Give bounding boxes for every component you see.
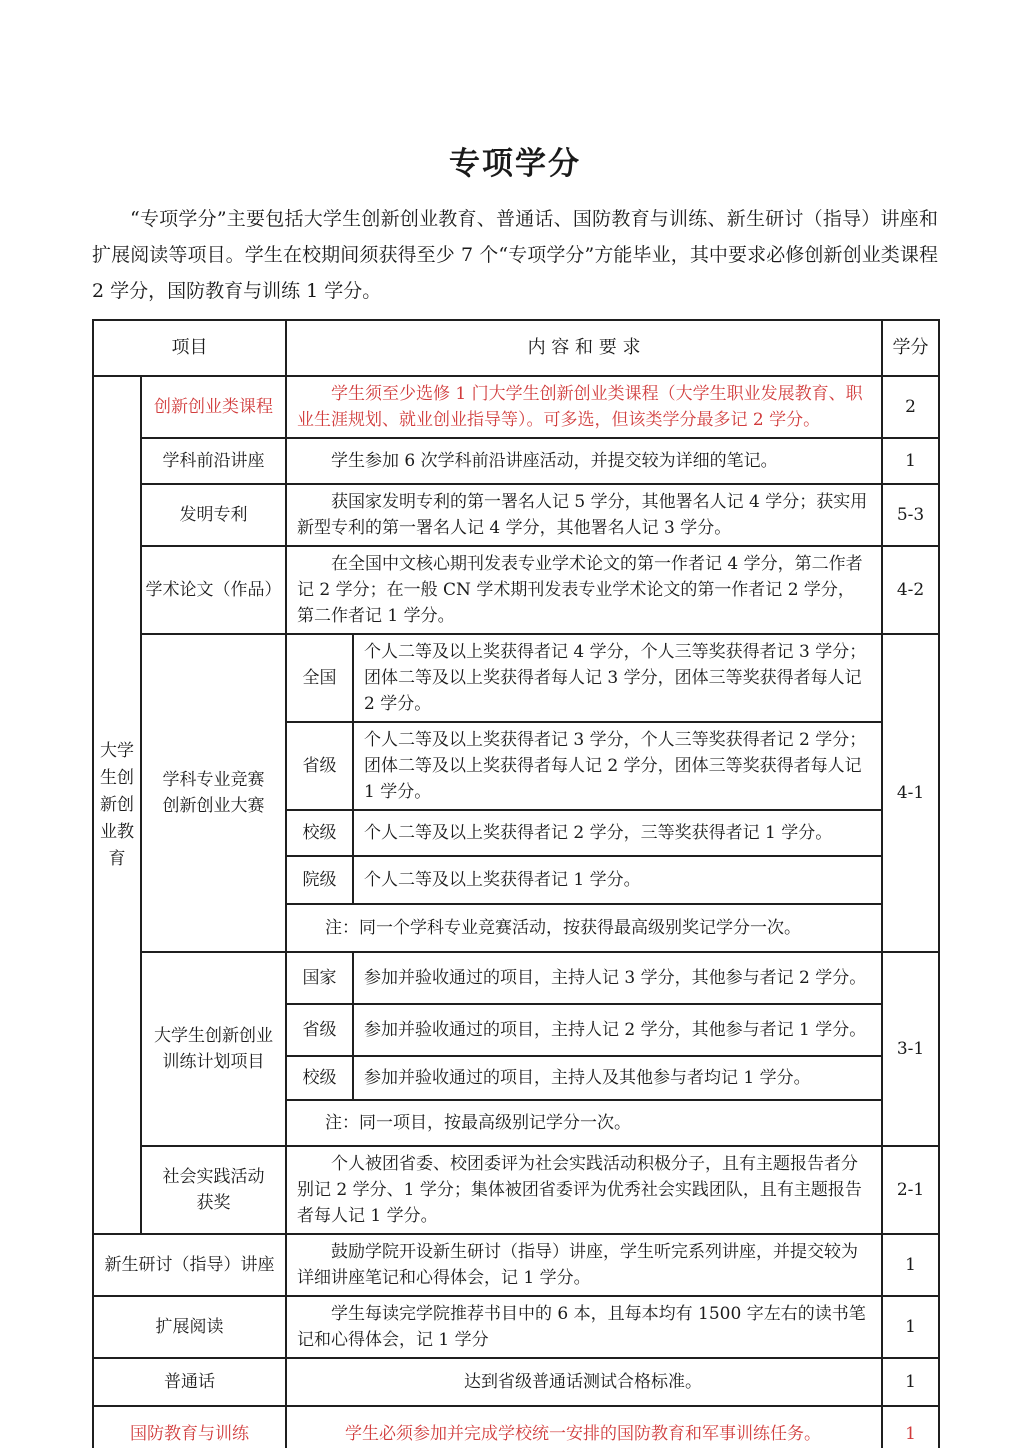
- item-training-line1: 大学生创新创业: [154, 1026, 273, 1046]
- credits-extended-reading: 1: [882, 1296, 939, 1358]
- credits-mandarin: 1: [882, 1358, 939, 1406]
- item-extended-reading: 扩展阅读: [93, 1296, 286, 1358]
- row-extended-reading: [93, 1296, 939, 1358]
- content-competition-province: 个人二等及以上奖获得者记 3 学分，个人三等奖获得者记 2 学分；团体二等及以上奖获得者每人记 2 学分，团体三等奖获得者每人记 1 学分。: [353, 722, 882, 810]
- page-title: 专项学分: [449, 146, 581, 182]
- content-freshman-seminar: 鼓励学院开设新生研讨（指导）讲座，学生听完系列讲座，并提交较为详细讲座笔记和心得体会，记 1 学分。: [286, 1234, 882, 1296]
- content-extended-reading: 学生每读完学院推荐书目中的 6 本，且每本均有 1500 字左右的读书笔记和心得体会，记 1 学分: [286, 1296, 882, 1358]
- header-row: [93, 320, 939, 376]
- header-content: 内 容 和 要 求: [286, 320, 882, 376]
- item-academic-paper: 学术论文（作品）: [141, 546, 286, 634]
- content-mandarin: 达到省级普通话测试合格标准。: [286, 1358, 882, 1406]
- level-competition-college: 院级: [286, 856, 353, 904]
- item-social-practice: [141, 1146, 286, 1234]
- row-innovation-course: [93, 376, 939, 438]
- credits-invention-patent: 5-3: [882, 484, 939, 546]
- level-training-national: 国家: [286, 952, 353, 1004]
- intro-paragraph: “专项学分”主要包括大学生创新创业教育、普通话、国防教育与训练、新生研讨（指导）讲座和扩展阅读等项目。学生在校期间须获得至少 7 个“专项学分”方能毕业，其中要求必修创新创业类课程 2 学分，国防教育与训练 1 学分。: [92, 208, 938, 302]
- content-invention-patent: 获国家发明专利的第一署名人记 5 学分，其他署名人记 4 学分；获实用新型专利的第一署名人记 4 学分，其他署名人记 3 学分。: [286, 484, 882, 546]
- content-training-school: 参加并验收通过的项目，主持人及其他参与者均记 1 学分。: [353, 1056, 882, 1100]
- credits-social-practice: 2-1: [882, 1146, 939, 1234]
- level-training-province: 省级: [286, 1004, 353, 1056]
- credits-frontier-lecture: 1: [882, 438, 939, 484]
- content-frontier-lecture: 学生参加 6 次学科前沿讲座活动，并提交较为详细的笔记。: [286, 438, 882, 484]
- credits-table: [92, 319, 940, 1448]
- row-training-national: [93, 952, 939, 1004]
- header-credits: 学分: [882, 320, 939, 376]
- content-training-national: 参加并验收通过的项目，主持人记 3 学分，其他参与者记 2 学分。: [353, 952, 882, 1004]
- credits-competition: 4-1: [882, 634, 939, 952]
- item-social-practice-line1: 社会实践活动: [162, 1167, 265, 1187]
- item-social-practice-line2: 获奖: [196, 1193, 231, 1213]
- item-competition: [141, 634, 286, 952]
- content-training-province: 参加并验收通过的项目，主持人记 2 学分，其他参与者记 1 学分。: [353, 1004, 882, 1056]
- content-competition-national: 个人二等及以上奖获得者记 4 学分，个人三等奖获得者记 3 学分；团体二等及以上奖获得者每人记 3 学分，团体三等奖获得者每人记 2 学分。: [353, 634, 882, 722]
- item-invention-patent: 发明专利: [141, 484, 286, 546]
- group-label-innovation-education: 大学生创新创业教育: [93, 376, 141, 1234]
- credits-training-program: 3-1: [882, 952, 939, 1146]
- item-training-line2: 训练计划项目: [162, 1052, 265, 1072]
- row-academic-paper: [93, 546, 939, 634]
- note-competition: 注：同一个学科专业竞赛活动，按获得最高级别奖记学分一次。: [286, 904, 882, 952]
- item-mandarin: 普通话: [93, 1358, 286, 1406]
- note-training: 注：同一项目，按最高级别记学分一次。: [286, 1100, 882, 1146]
- item-freshman-seminar: 新生研讨（指导）讲座: [93, 1234, 286, 1296]
- row-freshman-seminar: [93, 1234, 939, 1296]
- credits-academic-paper: 4-2: [882, 546, 939, 634]
- content-competition-school: 个人二等及以上奖获得者记 2 学分，三等奖获得者记 1 学分。: [353, 810, 882, 856]
- item-innovation-course: 创新创业类课程: [141, 376, 286, 438]
- content-social-practice: 个人被团省委、校团委评为社会实践活动积极分子，且有主题报告者分别记 2 学分、1 学分；集体被团省委评为优秀社会实践团队，且有主题报告者每人记 1 学分。: [286, 1146, 882, 1234]
- row-frontier-lecture: [93, 438, 939, 484]
- content-competition-college: 个人二等及以上奖获得者记 1 学分。: [353, 856, 882, 904]
- row-competition-national: [93, 634, 939, 722]
- item-national-defense: 国防教育与训练: [93, 1406, 286, 1448]
- item-frontier-lecture: 学科前沿讲座: [141, 438, 286, 484]
- content-academic-paper: 在全国中文核心期刊发表专业学术论文的第一作者记 4 学分，第二作者记 2 学分；在一般 CN 学术期刊发表专业学术论文的第一作者记 2 学分，第二作者记 1 学分。: [286, 546, 882, 634]
- row-mandarin: [93, 1358, 939, 1406]
- row-social-practice: [93, 1146, 939, 1234]
- credits-national-defense: 1: [882, 1406, 939, 1448]
- level-competition-school: 校级: [286, 810, 353, 856]
- content-innovation-course: 学生须至少选修 1 门大学生创新创业类课程（大学生职业发展教育、职业生涯规划、就业创业指导等）。可多选，但该类学分最多记 2 学分。: [286, 376, 882, 438]
- row-national-defense: [93, 1406, 939, 1448]
- row-invention-patent: [93, 484, 939, 546]
- level-competition-province: 省级: [286, 722, 353, 810]
- content-national-defense: 学生必须参加并完成学校统一安排的国防教育和军事训练任务。: [286, 1406, 882, 1448]
- item-training-program: [141, 952, 286, 1146]
- credits-innovation-course: 2: [882, 376, 939, 438]
- level-competition-national: 全国: [286, 634, 353, 722]
- credits-freshman-seminar: 1: [882, 1234, 939, 1296]
- level-training-school: 校级: [286, 1056, 353, 1100]
- item-competition-line1: 学科专业竞赛: [162, 770, 265, 790]
- header-project: 项目: [93, 320, 286, 376]
- item-competition-line2: 创新创业大赛: [162, 796, 265, 816]
